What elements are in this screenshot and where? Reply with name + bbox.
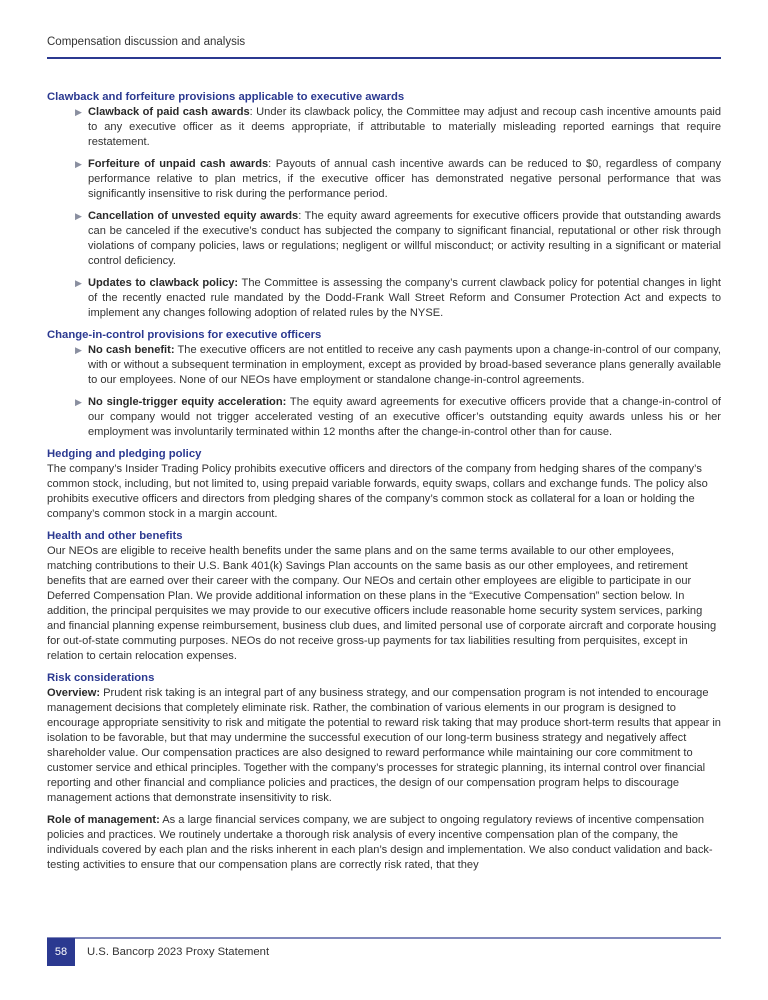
list-item [47,395,721,440]
section-heading: Clawback and forfeiture provisions applicable to executive awards [47,91,405,103]
page-number: 58 [47,938,75,966]
item-lead: Clawback of paid cash awards [88,106,250,118]
running-header: Compensation discussion and analysis [47,36,246,48]
paragraph [47,813,721,873]
paragraph-lead: Overview: [47,687,101,699]
list-item [47,209,721,269]
section-heading: Hedging and pledging policy [47,448,202,460]
bullet-list [47,343,721,440]
paragraph-text: Prudent risk taking is an integral part of any business strategy, and our compensation program is not intended to encourage management decisions that completely eliminate risk. Rather, the combination of various elements in our program is designed to encourage appropriate sensitivity to risk and mitigate the potential to reward risk taking that may produce short-term results that appear in isolation to be favorable, but that may undermine the successful execution of our long-term business strategy and negatively affect shareholder value. Our compensation practices are also designed to reward performance while maintaining our core commitment to customer service and ethical principles. Together with the company’s processes for strategic planning, its internal control over financial reporting and other financial and compliance policies and practices, the design of our compensation program helps to discourage management actions that demonstrate insensitivity to risk. [47,687,721,804]
paragraph: The company’s Insider Trading Policy prohibits executive officers and directors of the company from hedging shares of the company’s common stock, including, but not limited to, using prepaid variable forwards, equity swaps, collars and exchange funds. The policy also prohibits executive officers and directors from pledging shares of the company’s common stock as collateral for a loan or holding the company’s common stock in a margin account. [47,463,708,520]
item-text: : The equity award agreements for executive officers provide that outstanding awards can be canceled if the executive’s conduct has subjected the company to significant financial, reputational or other risk through violations of company policies, laws or regulations; negligent or willful misconduct; or activity resulting in a significant or material control deficiency. [88,210,721,267]
paragraph: Our NEOs are eligible to receive health benefits under the same plans and on the same terms available to our other employees, matching contributions to their U.S. Bank 401(k) Savings Plan accounts on the same basis as our other employees, and retirement benefits that are earned over their career with the company. Our NEOs and certain other employees are eligible to participate in our Deferred Compensation Plan. We provide additional information on these plans in the “Executive Compensation” section below. In addition, the principal perquisites we may provide to our executive officers include reasonable home security system services, parking and financial planning expense reimbursement, business club dues, and limited personal use of corporate aircraft and corporate housing for out-of-state commuting purposes. NEOs do not receive gross-up payments for tax liabilities resulting from perquisites, except in relation to certain relocation expenses. [47,545,717,662]
section-heading: Health and other benefits [47,530,183,542]
item-lead: Updates to clawback policy: [88,277,239,289]
list-item [47,276,721,321]
section-heading: Change-in-control provisions for executive officers [47,329,322,341]
section-clawback [47,90,721,321]
paragraph [47,686,721,806]
item-lead: No single-trigger equity acceleration: [88,396,287,408]
item-text: : Under its clawback policy, the Committee may adjust and recoup cash incentive amounts paid to any executive officer as it deems appropriate, if attributable to materially misleading reported earnings that require restatement. [88,106,721,148]
section-change-in-control [47,328,721,440]
triangle-bullet-icon: ▶ [75,278,82,288]
list-item [47,157,721,202]
page-body [47,90,721,880]
item-text: : Payouts of annual cash incentive awards can be reduced to $0, regardless of company performance relative to plan metrics, if the executive officer has demonstrated negative personal performance that was significantly insensitive to risk during the performance period. [88,158,722,200]
list-item [47,343,721,388]
triangle-bullet-icon: ▶ [75,397,82,407]
item-text: The Committee is assessing the company’s current clawback policy for potential changes in light of the recently enacted rule mandated by the Dodd-Frank Wall Street Reform and Consumer Protection Act and expects to implement any changes following adoption of related rules by the NYSE. [88,277,722,319]
item-text: The equity award agreements for executive officers provide that a change-in-control of our company would not trigger accelerated vesting of an executive officer’s outstanding equity awards unless his or her employment was involuntarily terminated within 12 months after the change-in-control other than for cause. [88,396,722,438]
item-lead: Cancellation of unvested equity awards [88,210,299,222]
section-hedging [47,447,721,522]
bullet-list [47,105,721,321]
paragraph-lead: Role of management: [47,814,160,826]
item-lead: Forfeiture of unpaid cash awards [88,158,269,170]
item-lead: No cash benefit: [88,344,175,356]
header-divider [47,57,721,59]
footer-title: U.S. Bancorp 2023 Proxy Statement [87,946,270,958]
triangle-bullet-icon: ▶ [75,107,82,117]
section-heading: Risk considerations [47,672,155,684]
list-item [47,105,721,150]
section-health [47,529,721,664]
triangle-bullet-icon: ▶ [75,159,82,169]
triangle-bullet-icon: ▶ [75,211,82,221]
triangle-bullet-icon: ▶ [75,345,82,355]
section-risk [47,671,721,873]
item-text: The executive officers are not entitled to receive any cash payments upon a change-in-control of our company, with or without a subsequent termination in employment, except as provided by broad-based severance plans generally available to our employees. None of our NEOs have employment or standalone change-in-control agreements. [88,344,721,386]
paragraph-text: As a large financial services company, we are subject to ongoing regulatory reviews of incentive compensation policies and practices. We routinely undertake a thorough risk analysis of every incentive compensation plan of the company, the individuals covered by each plan and the risks inherent in each plan’s design and implementation. We also conduct validation and back-testing activities to ensure that our compensation plans are correctly risk rated, that they [47,814,713,871]
footer-divider [47,937,721,939]
